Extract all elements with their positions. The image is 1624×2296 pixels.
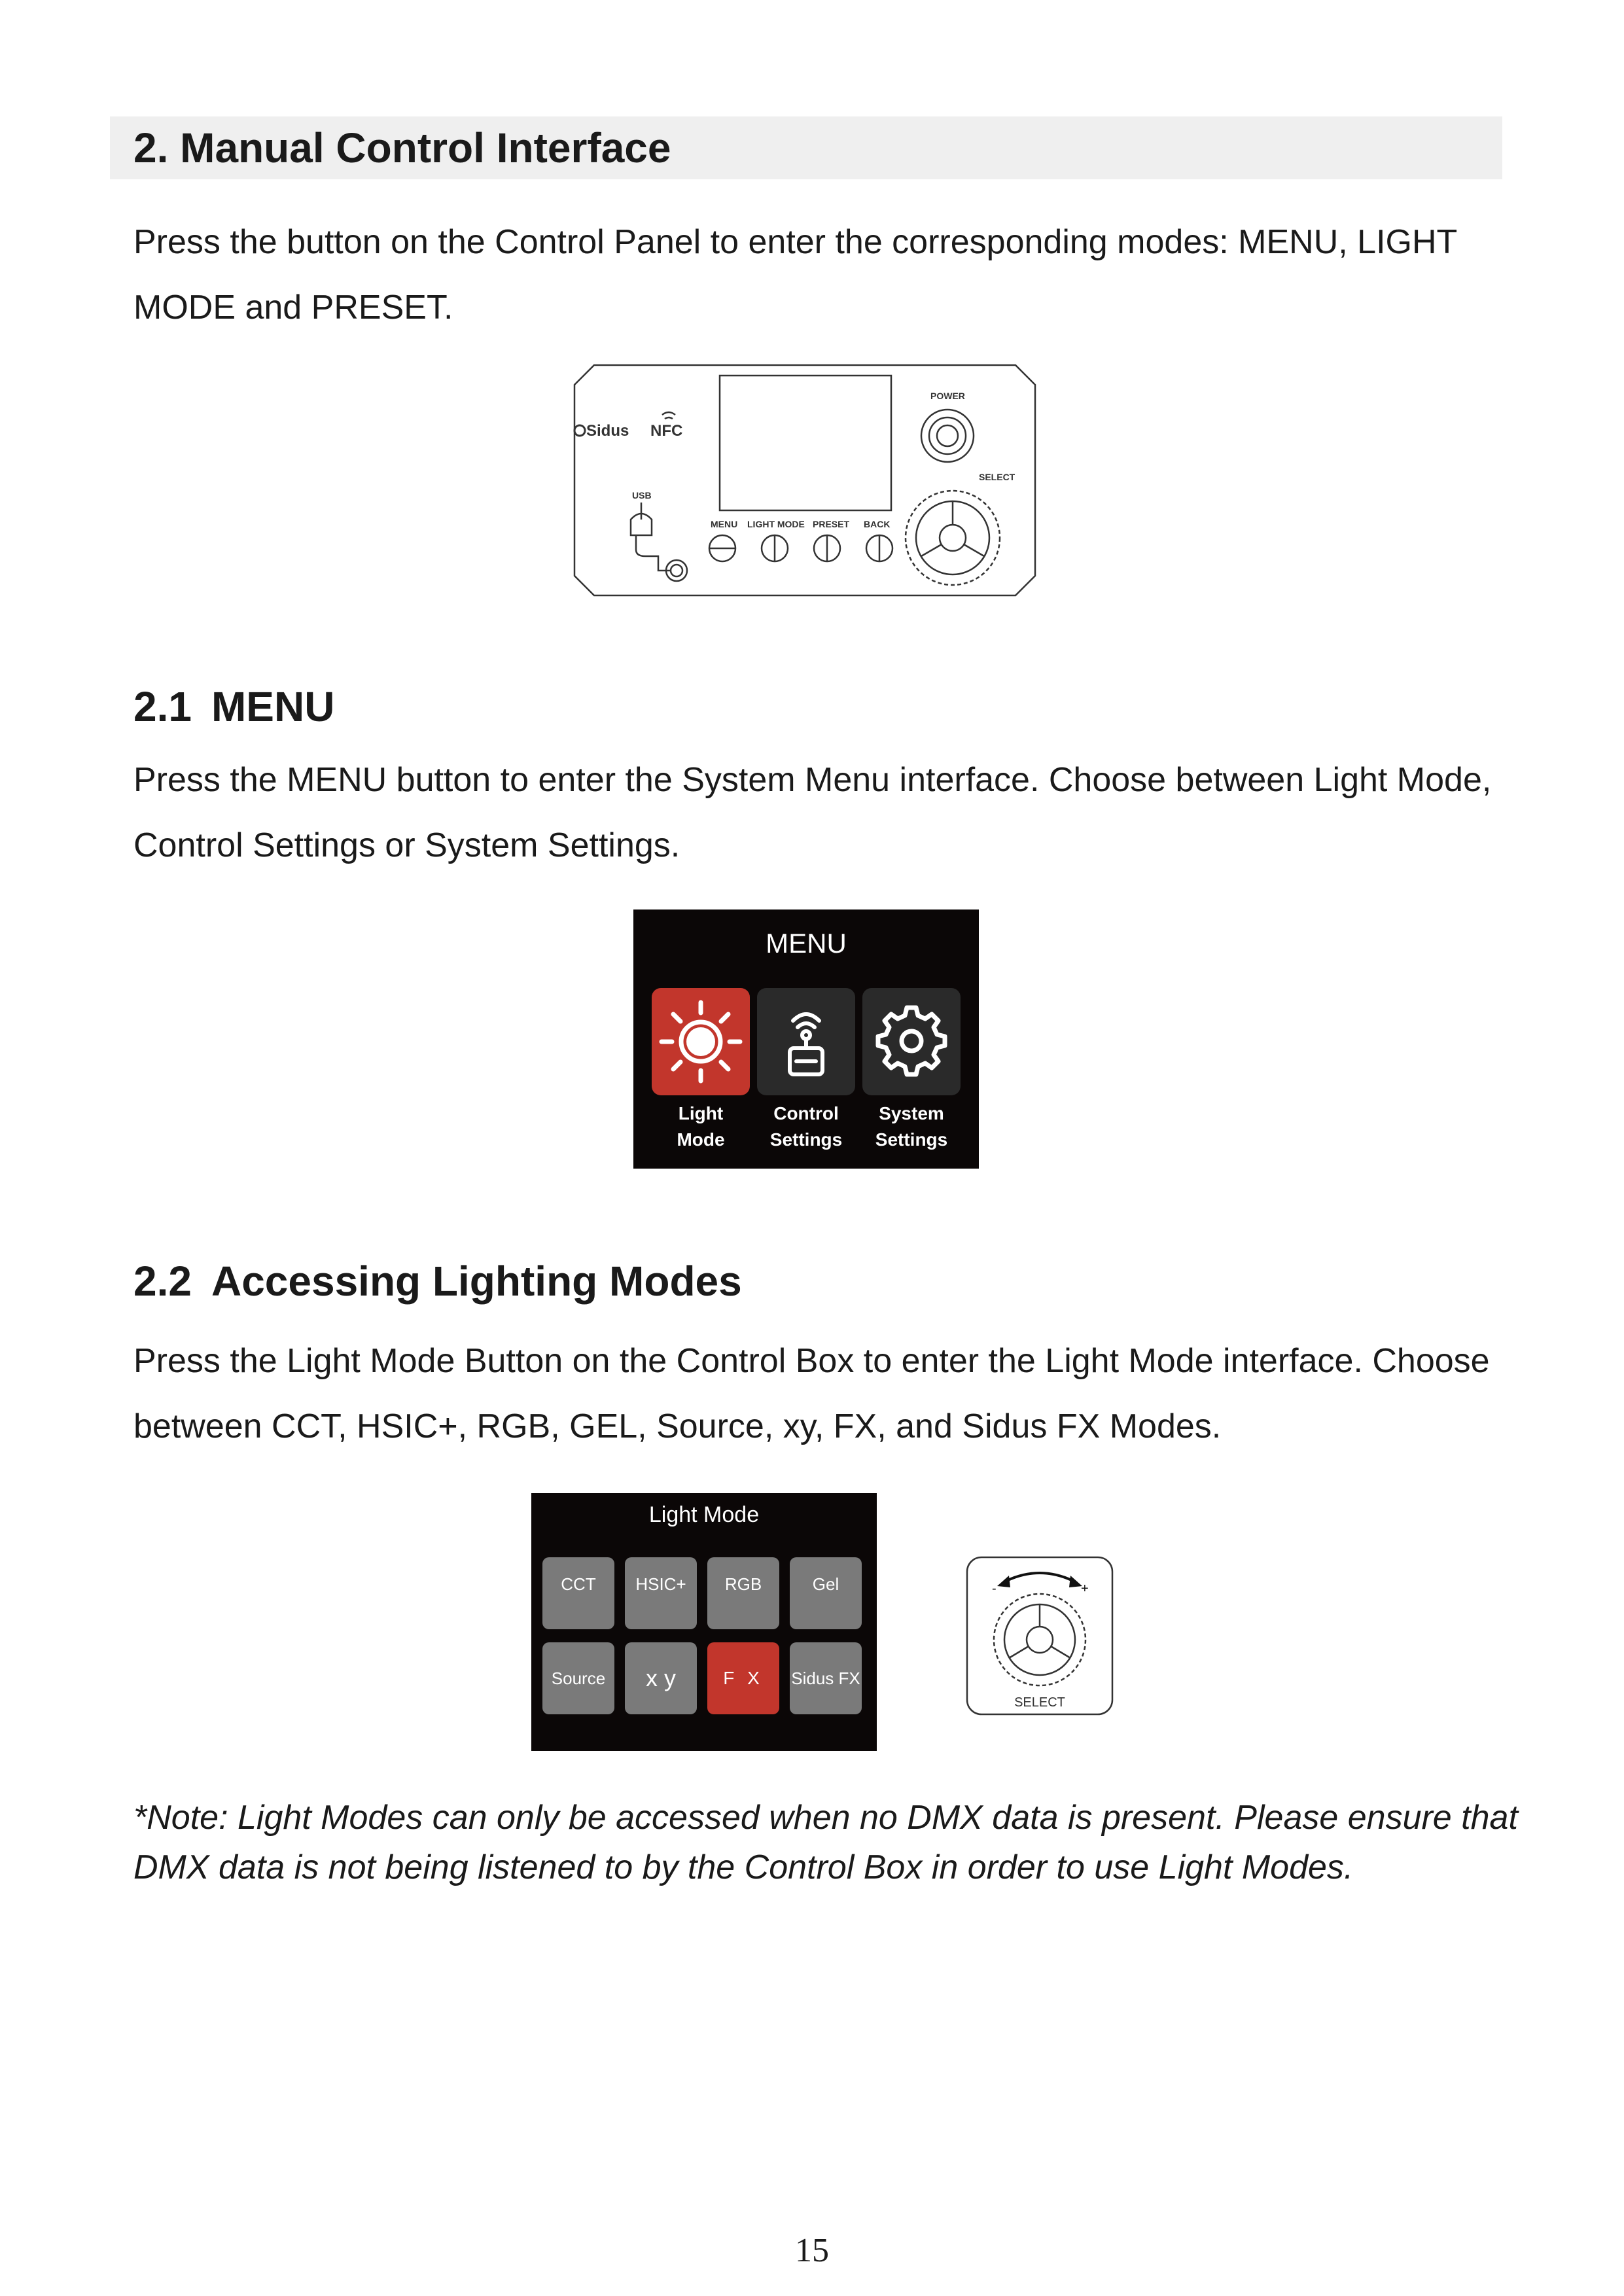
panel-select-label: SELECT [979,472,1015,482]
panel-outline [574,365,1035,595]
panel-light-mode-label: LIGHT MODE [747,519,805,529]
panel-menu-label: MENU [711,519,738,529]
menu-text-line-1: Press the MENU button to enter the System Menu interface. Choose between Light Mode, [133,761,1492,799]
knob-select-label: SELECT [1014,1695,1065,1710]
menu-tile-light-mode[interactable] [652,988,750,1095]
modes-heading [133,1255,742,1307]
menu-heading-number: 2.1 [133,683,192,730]
menu-screen [633,910,979,1169]
usb-connector [631,503,652,535]
knob-minus: - [992,1581,997,1596]
modes-text-line-1: Press the Light Mode Button on the Control Box to enter the Light Mode interface. Choose [133,1342,1490,1380]
mode-tile-xy[interactable]: x y [625,1642,697,1714]
menu-tile-control-settings[interactable] [757,988,855,1095]
menu-label-settings-1: Settings [769,1129,843,1150]
mode-tile-gel[interactable]: Gel [790,1557,862,1629]
mode-tile-sidus-fx[interactable]: Sidus FX [790,1642,862,1714]
mode-tile-source[interactable]: Source [542,1642,614,1714]
modes-heading-number: 2.2 [133,1258,192,1305]
wireless-controller-icon [757,988,855,1095]
mode-tile-rgb[interactable]: RGB [707,1557,779,1629]
sun-icon [652,988,750,1095]
sidus-logo-icon [574,425,585,436]
menu-tile-system-settings[interactable] [862,988,961,1095]
menu-heading [133,680,334,733]
menu-screen-title: MENU [766,928,847,959]
menu-label-system: System [879,1103,944,1123]
menu-text-line-2: Control Settings or System Settings. [133,826,680,864]
panel-nfc: NFC [650,422,683,440]
menu-heading-title: MENU [211,683,335,730]
menu-label-control-settings [750,1101,862,1153]
menu-label-mode: Mode [677,1129,725,1150]
menu-label-system-settings [856,1101,967,1153]
select-knob-diagram [966,1556,1114,1716]
note [133,1793,1534,1892]
panel-back-label: BACK [864,519,891,529]
panel-display [720,376,891,510]
gear-icon [862,988,961,1095]
panel-usb-label: USB [632,490,652,501]
intro-line-1: Press the button on the Control Panel to enter the corresponding modes: MENU, LIGHT [133,223,1458,261]
panel-power-label: POWER [930,391,965,401]
page-number: 15 [795,2232,829,2269]
knob-plus: + [1081,1581,1089,1596]
note-line-2: DMX data is not being listened to by the Control Box in order to use Light Modes. [133,1848,1354,1886]
modes-heading-title: Accessing Lighting Modes [211,1258,742,1305]
mode-tile-hsic[interactable]: HSIC+ [625,1557,697,1629]
menu-label-light-mode [645,1101,756,1153]
section-title: 2. Manual Control Interface [133,124,671,171]
mode-tile-fx[interactable]: F X [707,1642,779,1714]
mode-tile-cct[interactable]: CCT [542,1557,614,1629]
panel-brand: Sidus [586,422,629,440]
intro-line-2: MODE and PRESET. [133,289,453,327]
light-mode-screen [531,1493,877,1751]
panel-preset-label: PRESET [813,519,850,529]
note-line-1: *Note: Light Modes can only be accessed when no DMX data is present. Please ensure that [133,1799,1518,1837]
menu-label-light: Light [678,1103,724,1123]
menu-label-settings-2: Settings [875,1129,948,1150]
modes-text-line-2: between CCT, HSIC+, RGB, GEL, Source, xy, FX, and Sidus FX Modes. [133,1407,1222,1445]
menu-label-control: Control [773,1103,839,1123]
light-mode-title: Light Mode [648,1502,760,1527]
control-panel-diagram [573,362,1038,598]
